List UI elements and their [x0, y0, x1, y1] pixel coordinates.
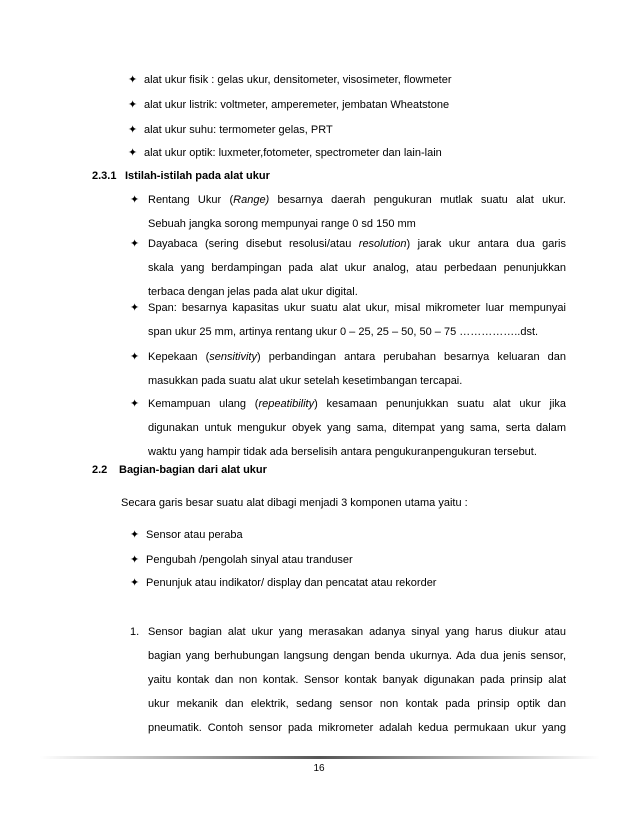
term-line: Rentang Ukur (Range) besarnya daerah pengukuran mutlak suatu alat ukur.	[148, 194, 566, 206]
bullet-star-icon: ✦	[130, 577, 140, 589]
bullet-star-icon: ✦	[128, 99, 138, 111]
term-line: waktu yang hampir tidak ada berselisih antara pengukuranpengukuran tersebut.	[148, 446, 537, 458]
list-item-text: Sensor atau peraba	[146, 529, 243, 541]
paragraph-line: Sensor bagian alat ukur yang merasakan adanya sinyal yang harus diukur atau	[148, 626, 566, 638]
term-line: terbaca dengan jelas pada alat ukur digital.	[148, 286, 358, 298]
list-item-text: Pengubah /pengolah sinyal atau tranduser	[146, 554, 353, 566]
bullet-star-icon: ✦	[130, 398, 140, 410]
term-line: digunakan untuk mengukur obyek yang sama, ditempat yang sama, serta dalam	[148, 422, 566, 434]
term-line: Dayabaca (sering disebut resolusi/atau resolution) jarak ukur antara dua garis	[148, 238, 566, 250]
page-number: 16	[313, 763, 325, 774]
bullet-star-icon: ✦	[130, 554, 140, 566]
paragraph-line: ukur mekanik dan elektrik, sedang sensor non kontak pada prinsip optik dan	[148, 698, 566, 710]
bullet-star-icon: ✦	[128, 74, 138, 86]
list-item-text: alat ukur suhu: termometer gelas, PRT	[144, 124, 333, 136]
bullet-star-icon: ✦	[130, 238, 140, 250]
term-line: Kepekaan (sensitivity) perbandingan antara perubahan besarnya keluaran dan	[148, 351, 566, 363]
bullet-star-icon: ✦	[130, 351, 140, 363]
paragraph-line: bagian yang berhubungan langsung dengan benda ukurnya. Ada dua jenis sensor,	[148, 650, 566, 662]
section-heading	[92, 170, 270, 182]
bullet-star-icon: ✦	[130, 529, 140, 541]
section-title: Istilah-istilah pada alat ukur	[125, 170, 270, 182]
bullet-star-icon: ✦	[130, 194, 140, 206]
item-number: 1.	[130, 626, 140, 638]
list-item-text: alat ukur optik: luxmeter,fotometer, spectrometer dan lain-lain	[144, 147, 442, 159]
list-item-text: alat ukur fisik : gelas ukur, densitometer, visosimeter, flowmeter	[144, 74, 452, 86]
term-line: span ukur 25 mm, artinya rentang ukur 0 – 25, 25 – 50, 50 – 75 ……………..dst.	[148, 326, 539, 338]
intro-paragraph: Secara garis besar suatu alat dibagi menjadi 3 komponen utama yaitu :	[121, 497, 468, 509]
section-heading	[92, 464, 267, 476]
bullet-star-icon: ✦	[128, 147, 138, 159]
paragraph-line: yaitu kontak dan non kontak. Sensor kontak banyak digunakan pada prinsip alat	[148, 674, 566, 686]
bullet-star-icon: ✦	[128, 124, 138, 136]
term-line: Kemampuan ulang (repeatibility) kesamaan penunjukkan suatu alat ukur jika	[148, 398, 567, 410]
list-item-text: alat ukur listrik: voltmeter, amperemeter, jembatan Wheatstone	[144, 99, 450, 111]
bullet-star-icon: ✦	[130, 302, 140, 314]
paragraph-line: pneumatik. Contoh sensor pada mikrometer adalah kedua permukaan ukur yang	[148, 722, 566, 734]
term-line: masukkan pada suatu alat ukur setelah kesetimbangan tercapai.	[148, 375, 463, 387]
section-number: 2.2	[92, 464, 108, 476]
section-title: Bagian-bagian dari alat ukur	[119, 464, 267, 476]
term-line: Sebuah jangka sorong mempunyai range 0 sd 150 mm	[148, 218, 416, 230]
term-line: Span: besarnya kapasitas ukur suatu alat ukur, misal mikrometer luar mempunyai	[148, 302, 566, 314]
list-item-text: Penunjuk atau indikator/ display dan pencatat atau rekorder	[146, 577, 437, 589]
section-number: 2.3.1	[92, 170, 117, 182]
footer-divider	[40, 756, 600, 759]
term-line: skala yang berdampingan pada alat ukur analog, atau perbedaan penunjukkan	[148, 262, 566, 274]
